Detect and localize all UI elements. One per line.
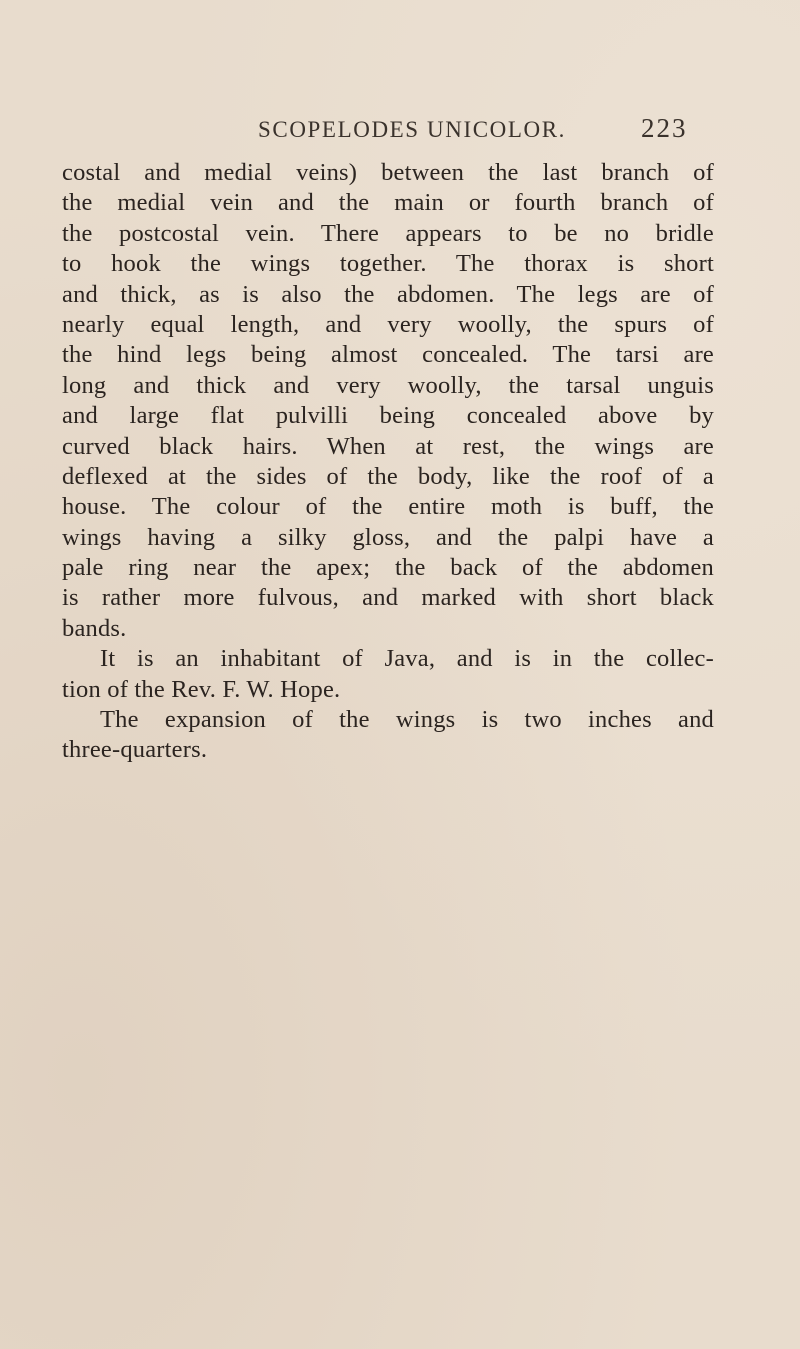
text-line: wings having a silky gloss, and the palpi have a (62, 523, 714, 551)
text-line: to hook the wings together. The thorax is short (62, 250, 714, 278)
paragraph-expansion (62, 705, 714, 766)
text-line: long and thick and very woolly, the tarsal unguis (62, 371, 714, 399)
body-text (62, 158, 714, 766)
text-line: bands. (62, 614, 127, 642)
text-line: three-quarters. (62, 736, 208, 764)
text-line: pale ring near the apex; the back of the abdomen (62, 554, 714, 582)
paragraph-habitat (62, 644, 714, 705)
text-line: costal and medial veins) between the last branch of (62, 159, 714, 186)
text-line: and large flat pulvilli being concealed above by (62, 402, 714, 430)
running-title: SCOPELODES UNICOLOR. (258, 117, 567, 142)
text-line: curved black hairs. When at rest, the wings are (62, 432, 714, 460)
text-line: nearly equal length, and very woolly, the spurs of (62, 310, 714, 338)
paragraph-description (62, 158, 714, 644)
text-line: tion of the Rev. F. W. Hope. (62, 675, 341, 703)
text-line: the medial vein and the main or fourth branch of (62, 189, 714, 217)
text-line: house. The colour of the entire moth is buff, the (62, 493, 714, 521)
page-number: 223 (641, 113, 688, 143)
running-head (0, 113, 800, 153)
text-line: is rather more fulvous, and marked with short black (62, 584, 714, 612)
text-line: The expansion of the wings is two inches and (100, 706, 714, 734)
text-line: the hind legs being almost concealed. The tarsi are (62, 341, 714, 369)
text-line: and thick, as is also the abdomen. The legs are of (62, 280, 714, 308)
text-line: It is an inhabitant of Java, and is in the collec- (100, 645, 714, 673)
text-line: the postcostal vein. There appears to be no bridle (62, 219, 714, 247)
text-line: deflexed at the sides of the body, like the roof of a (62, 462, 714, 490)
